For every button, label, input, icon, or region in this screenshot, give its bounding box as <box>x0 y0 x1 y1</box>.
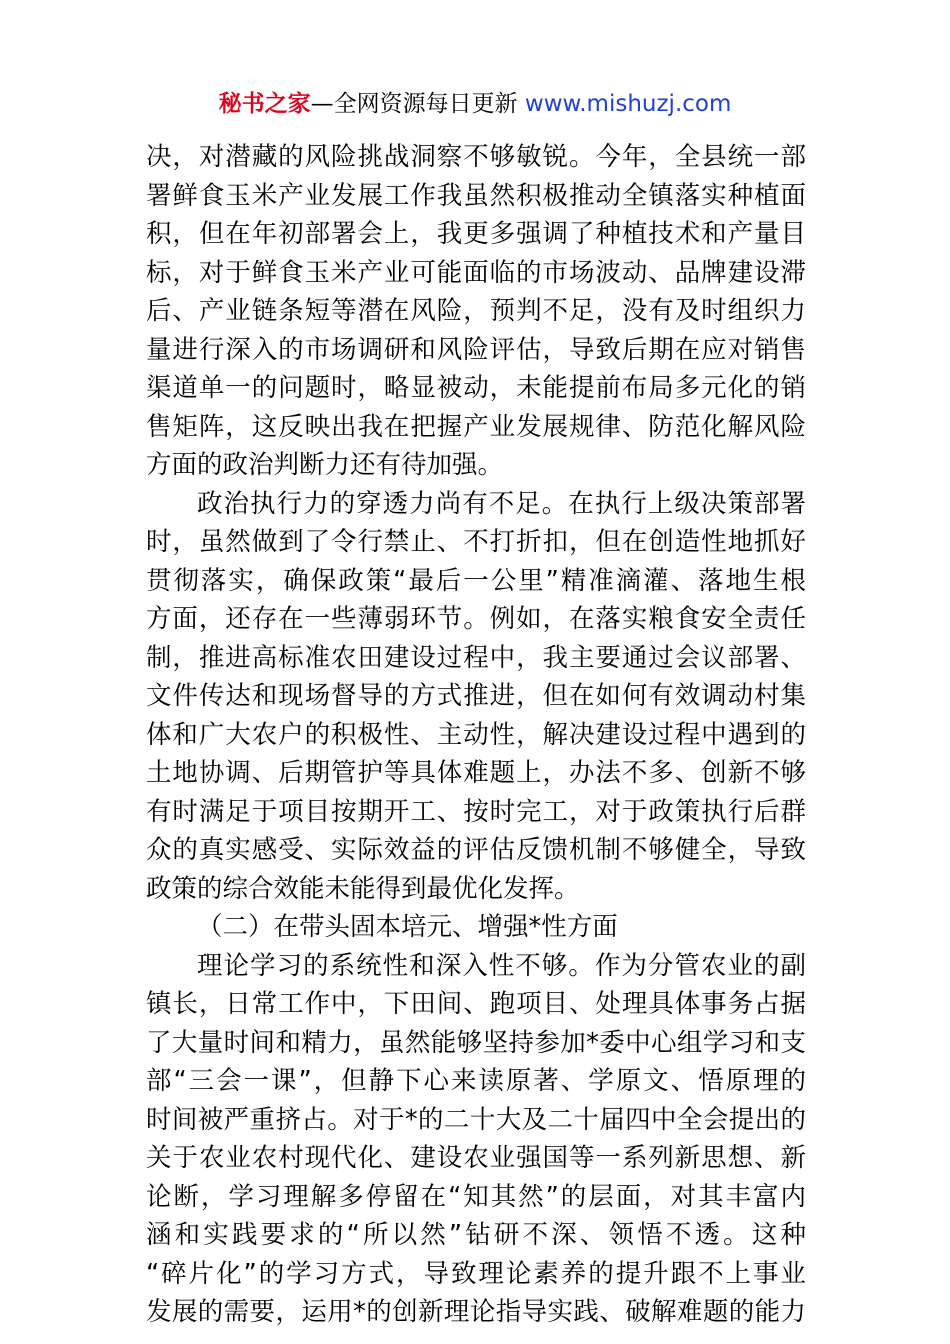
header-url[interactable]: www.mishuzj.com <box>524 91 732 117</box>
text-line: 了大量时间和精力，虽然能够坚持参加*委中心组学习和支 <box>146 1027 806 1058</box>
text-line: 时，虽然做到了令行禁止、不打折扣，但在创造性地抓好 <box>146 527 806 557</box>
text-line: 涵和实践要求的“所以然”钻研不深、领悟不透。这种 <box>146 1220 806 1250</box>
text-line: 镇长，日常工作中，下田间、跑项目、处理具体事务占据 <box>146 989 806 1019</box>
text-line: 署鲜食玉米产业发展工作我虽然积极推动全镇落实种植面 <box>146 180 806 211</box>
text-line: 后、产业链条短等潜在风险，预判不足，没有及时组织力 <box>146 296 806 326</box>
text-line: 决，对潜藏的风险挑战洞察不够敏锐。今年，全县统一部 <box>146 142 806 172</box>
header-tagline: —全网资源每日更新 <box>310 91 525 117</box>
text-line: 方面，还存在一些薄弱环节。例如，在落实粮食安全责任 <box>146 604 806 634</box>
text-line: 文件传达和现场督导的方式推进，但在如何有效调动村集 <box>146 681 806 711</box>
page-header <box>0 86 950 122</box>
text-line: 方面的政治判断力还有待加强。 <box>146 450 504 480</box>
text-line: 标，对于鲜食玉米产业可能面临的市场波动、品牌建设滞 <box>146 257 806 288</box>
text-line: 政治执行力的穿透力尚有不足。在执行上级决策部署 <box>197 488 806 519</box>
text-line: 理论学习的系统性和深入性不够。作为分管农业的副 <box>197 950 806 981</box>
text-line: 政策的综合效能未能得到最优化发挥。 <box>146 873 580 904</box>
text-line: 关于农业农村现代化、建设农业强国等一系列新思想、新 <box>146 1143 806 1173</box>
text-line: 土地协调、后期管护等具体难题上，办法不多、创新不够 <box>146 758 806 788</box>
text-line: 制，推进高标准农田建设过程中，我主要通过会议部署、 <box>146 642 806 673</box>
text-line: 量进行深入的市场调研和风险评估，导致后期在应对销售 <box>146 334 806 365</box>
text-line: 发展的需要，运用*的创新理论指导实践、破解难题的能力 <box>146 1297 806 1327</box>
brand-name: 秘书之家 <box>218 91 311 117</box>
text-line: 时间被严重挤占。对于*的二十大及二十届四中全会提出的 <box>146 1104 806 1135</box>
text-line: 渠道单一的问题时，略显被动，未能提前布局多元化的销 <box>146 373 806 403</box>
section-heading: （二）在带头固本培元、增强*性方面 <box>197 912 618 942</box>
text-line: 体和广大农户的积极性、主动性，解决建设过程中遇到的 <box>146 719 806 750</box>
text-line: 众的真实感受、实际效益的评估反馈机制不够健全，导致 <box>146 835 806 865</box>
text-line: 有时满足于项目按期开工、按时完工，对于政策执行后群 <box>146 796 806 827</box>
text-line: 售矩阵，这反映出我在把握产业发展规律、防范化解风险 <box>146 411 806 442</box>
text-line: 贯彻落实，确保政策“最后一公里”精准滴灌、落地生根 <box>146 565 806 596</box>
document-body <box>146 138 806 1332</box>
text-line: 部“三会一课”，但静下心来读原著、学原文、悟原理的 <box>146 1066 806 1096</box>
text-line: “碎片化”的学习方式，导致理论素养的提升跟不上事业 <box>146 1258 806 1289</box>
text-line: 论断，学习理解多停留在“知其然”的层面，对其丰富内 <box>146 1181 806 1212</box>
text-line: 积，但在年初部署会上，我更多强调了种植技术和产量目 <box>146 219 806 249</box>
